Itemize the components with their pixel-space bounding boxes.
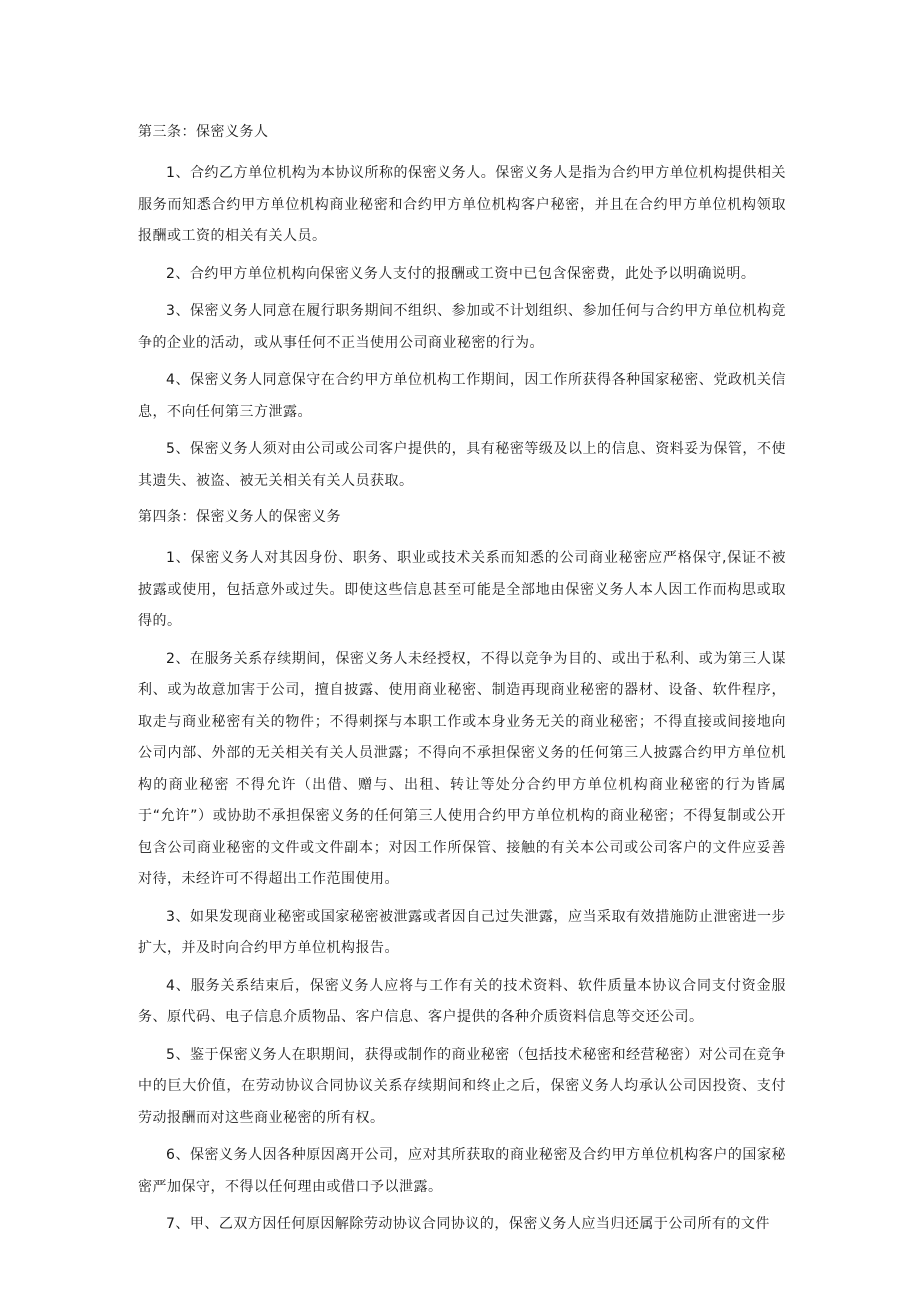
section-heading: 第四条：保密义务人的保密义务	[138, 509, 341, 525]
paragraph: 3、如果发现商业秘密或国家秘密被泄露或者因自己过失泄露，应当采取有效措施防止泄密进一步扩大，并及时向合约甲方单位机构报告。	[138, 908, 786, 956]
paragraph: 1、合约乙方单位机构为本协议所称的保密义务人。保密义务人是指为合约甲方单位机构提供相关服务而知悉合约甲方单位机构商业秘密和合约甲方单位机构客户秘密，并且在合约甲方单位机构领取报酬或工资的相关有关人员。	[138, 165, 786, 244]
paragraph: 5、保密义务人须对由公司或公司客户提供的，具有秘密等级及以上的信息、资料妥为保管，不使其遗失、被盗、被无关相关有关人员获取。	[138, 441, 786, 489]
paragraph: 5、鉴于保密义务人在职期间，获得或制作的商业秘密（包括技术秘密和经营秘密）对公司在竞争中的巨大价值，在劳动协议合同协议关系存续期间和终止之后，保密义务人均承认公司因投资、支付劳动报酬而对这些商业秘密的所有权。	[138, 1046, 786, 1126]
paragraph: 6、保密义务人因各种原因离开公司，应对其所获取的商业秘密及合约甲方单位机构客户的国家秘密严加保守，不得以任何理由或借口予以泄露。	[138, 1147, 786, 1195]
section-heading: 第三条：保密义务人	[138, 124, 269, 140]
paragraph: 2、合约甲方单位机构向保密义务人支付的报酬或工资中已包含保密费，此处予以明确说明。	[166, 265, 756, 282]
document-body	[138, 118, 786, 1247]
paragraph: 4、保密义务人同意保守在合约甲方单位机构工作期间，因工作所获得各种国家秘密、党政机关信息，不向任何第三方泄露。	[138, 372, 786, 420]
section-article-3	[138, 118, 786, 497]
paragraph: 2、在服务关系存续期间，保密义务人未经授权，不得以竞争为目的、或出于私利、或为第三人谋利、或为故意加害于公司，擅自披露、使用商业秘密、制造再现商业秘密的器材、设备、软件程序，取走与商业秘密有关的物件；不得刺探与本职工作或本身业务无关的商业秘密；不得直接或间接地向公司内部、外部的无关相关有关人员泄露；不得向不承担保密义务的任何第三人披露合约甲方单位机构的商业秘密 不得允许（出借、赠与、出租、转让等处分合约甲方单位机构商业秘密的行为皆属于“允许”）或协助不承担保密义务的任何第三人使用合约甲方单位机构的商业秘密；不得复制或公开包含公司商业秘密的文件或文件副本；对因工作所保管、接触的有关本公司或公司客户的文件应妥善对待，未经许可不得超出工作范围使用。	[138, 650, 786, 887]
paragraph: 3、保密义务人同意在履行职务期间不组织、参加或不计划组织、参加任何与合约甲方单位机构竞争的企业的活动，或从事任何不正当使用公司商业秘密的行为。	[138, 303, 786, 351]
paragraph: 7、甲、乙双方因任何原因解除劳动协议合同协议的，保密义务人应当归还属于公司所有的文件	[166, 1216, 770, 1232]
paragraph: 1、保密义务人对其因身份、职务、职业或技术关系而知悉的公司商业秘密应严格保守,保证不被披露或使用，包括意外或过失。即使这些信息甚至可能是全部地由保密义务人本人因工作而构思或取得的。	[138, 550, 786, 629]
section-article-4	[138, 503, 786, 1241]
paragraph: 4、服务关系结束后，保密义务人应将与工作有关的技术资料、软件质量本协议合同支付资金服务、原代码、电子信息介质物品、客户信息、客户提供的各种介质资料信息等交还公司。	[138, 977, 786, 1025]
